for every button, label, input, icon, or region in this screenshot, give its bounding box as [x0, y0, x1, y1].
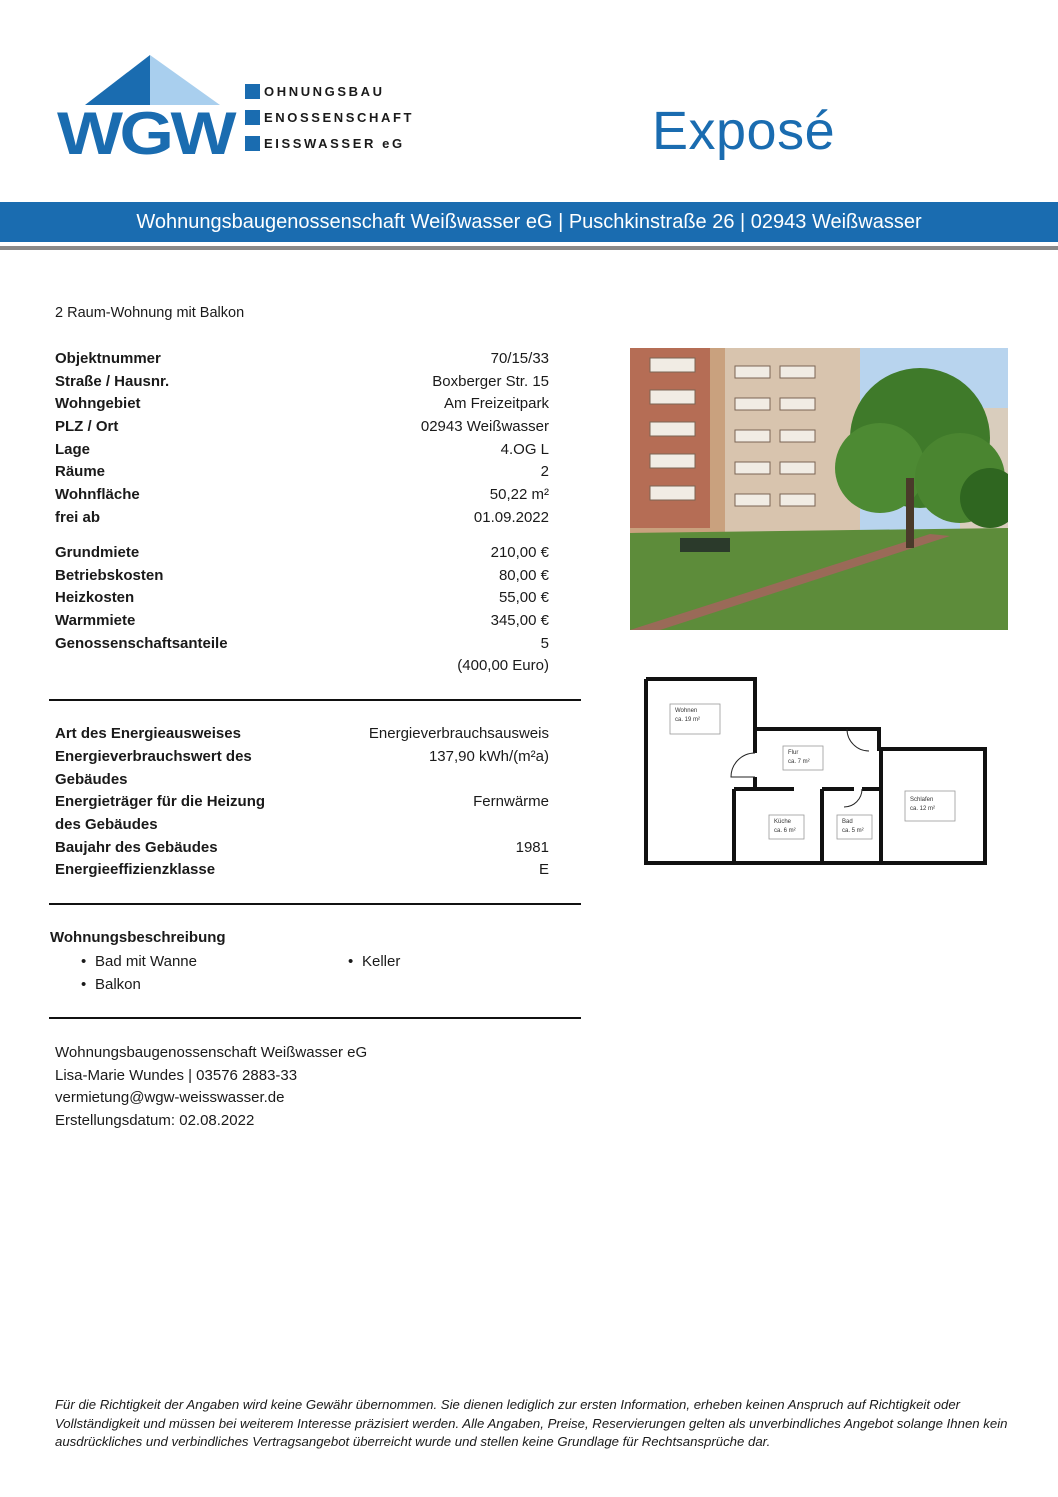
cost-label: Grundmiete — [55, 544, 140, 561]
cost-row — [55, 587, 549, 610]
logo-wordmark — [245, 78, 414, 156]
detail-row — [55, 439, 549, 462]
energy-label: Baujahr des Gebäudes — [55, 839, 218, 856]
detail-value: 01.09.2022 — [473, 509, 549, 526]
cost-row — [55, 565, 549, 588]
section-divider — [49, 1017, 581, 1019]
room-area: ca. 7 m² — [788, 759, 810, 765]
detail-row — [55, 416, 549, 439]
energy-row — [55, 837, 549, 860]
contact-person: Lisa-Marie Wundes | 03576 2883-33 — [55, 1067, 298, 1084]
feature-item: • Bad mit Wanne — [81, 953, 197, 970]
logo-line — [245, 104, 414, 130]
page-title: Exposé — [652, 101, 836, 161]
room-area: ca. 12 m² — [910, 806, 936, 812]
detail-row — [55, 507, 549, 530]
logo-word-genossenschaft: ENOSSENSCHAFT — [264, 109, 415, 125]
detail-row — [55, 393, 549, 416]
detail-row — [55, 461, 549, 484]
detail-row — [55, 371, 549, 394]
detail-label: Objektnummer — [55, 350, 161, 367]
detail-value: 50,22 m² — [489, 486, 549, 503]
detail-value: 4.OG L — [500, 441, 549, 458]
logo-letter-block — [245, 110, 260, 125]
header-band-text: Wohnungsbaugenossenschaft Weißwasser eG | Puschkinstraße 26 | 02943 Weißwasser — [136, 211, 922, 233]
room-label: Schlafen — [910, 797, 934, 803]
header-band — [0, 202, 1058, 242]
cost-value: 210,00 € — [490, 544, 549, 561]
detail-value: 02943 Weißwasser — [420, 418, 549, 435]
cost-label: Warmmiete — [55, 612, 136, 629]
room-area: ca. 19 m² — [675, 717, 701, 723]
property-photo — [630, 348, 1008, 630]
feature-label: Keller — [362, 953, 401, 970]
section-divider — [49, 699, 581, 701]
detail-label: Wohngebiet — [55, 395, 141, 412]
room-label: Bad — [842, 819, 853, 825]
room-label: Wohnen — [675, 708, 698, 714]
energy-label: Energieträger für die Heizung des Gebäudes — [55, 793, 266, 833]
logo-word-weisswasser: EISSWASSER eG — [264, 135, 405, 151]
floor-plan — [644, 677, 989, 867]
feature-label: Bad mit Wanne — [95, 953, 197, 970]
header-divider — [0, 246, 1058, 250]
energy-row — [55, 791, 549, 837]
energy-value: Energieverbrauchsausweis — [368, 725, 549, 742]
feature-item: • Keller — [348, 953, 401, 970]
cost-label: Genossenschaftsanteile — [55, 635, 228, 652]
room-area: ca. 6 m² — [774, 828, 796, 834]
cost-row — [55, 633, 549, 656]
detail-label: Straße / Hausnr. — [55, 373, 170, 390]
logo-brand: WGW — [57, 100, 237, 165]
detail-label: Wohnfläche — [55, 486, 140, 503]
logo-line — [245, 78, 414, 104]
creation-date: Erstellungsdatum: 02.08.2022 — [55, 1112, 255, 1129]
detail-label: frei ab — [55, 509, 101, 526]
logo-word-wohnungsbau: OHNUNGSBAU — [264, 83, 385, 99]
detail-label: Lage — [55, 441, 91, 458]
disclaimer: Für die Richtigkeit der Angaben wird keine Gewähr übernommen. Sie dienen lediglich zur ersten Information, erheben keinen Anspruch auf Richtigkeit oder Vollständigkeit und müssen bei weiterem Interesse präzisiert werden. Alle Angaben, Preise, Reservierungen gelten als unverbindliches Angebot solange Ihnen kein ausdrückliches und verbindliches Vertragsangebot überreicht wurde und stellen keine Grundlage für Rechtsansprüche dar. — [55, 1397, 1008, 1449]
detail-value: Am Freizeitpark — [443, 395, 549, 412]
detail-label: PLZ / Ort — [55, 418, 119, 435]
detail-label: Räume — [55, 463, 106, 480]
detail-row — [55, 484, 549, 507]
energy-value: E — [538, 861, 549, 878]
description-heading: Wohnungsbeschreibung — [50, 929, 226, 946]
energy-row — [55, 746, 549, 792]
energy-value: 137,90 kWh/(m²a) — [428, 748, 549, 765]
listing-subtitle: 2 Raum-Wohnung mit Balkon — [55, 305, 245, 321]
cost-row — [55, 542, 549, 565]
cost-label: Betriebskosten — [55, 567, 164, 584]
room-area: ca. 5 m² — [842, 828, 864, 834]
logo-letter-block — [245, 84, 260, 99]
energy-row — [55, 723, 549, 746]
energy-row — [55, 859, 549, 882]
logo-letter-block — [245, 136, 260, 151]
energy-label: Energieverbrauchswert des Gebäudes — [55, 748, 252, 788]
feature-label: Balkon — [95, 976, 141, 993]
detail-value: 70/15/33 — [490, 350, 549, 367]
feature-item: • Balkon — [81, 976, 141, 993]
energy-label: Art des Energieausweises — [55, 725, 241, 742]
logo-line — [245, 130, 414, 156]
cost-value: 55,00 € — [498, 589, 549, 606]
cost-row — [55, 655, 549, 678]
detail-value: Boxberger Str. 15 — [432, 373, 549, 390]
section-divider — [49, 903, 581, 905]
detail-row — [55, 348, 549, 371]
cost-value: 80,00 € — [498, 567, 549, 584]
contact-email: vermietung@wgw-weisswasser.de — [55, 1089, 285, 1106]
room-label: Küche — [774, 819, 792, 825]
cost-row — [55, 610, 549, 633]
cost-value: (400,00 Euro) — [457, 657, 549, 674]
room-label: Flur — [788, 750, 799, 756]
detail-value: 2 — [540, 463, 549, 480]
energy-value: 1981 — [515, 839, 549, 856]
cost-value: 5 — [540, 635, 549, 652]
cost-label: Heizkosten — [55, 589, 135, 606]
cost-value: 345,00 € — [490, 612, 549, 629]
energy-label: Energieeffizienzklasse — [55, 861, 216, 878]
energy-value: Fernwärme — [473, 793, 549, 810]
contact-company: Wohnungsbaugenossenschaft Weißwasser eG — [55, 1044, 368, 1061]
